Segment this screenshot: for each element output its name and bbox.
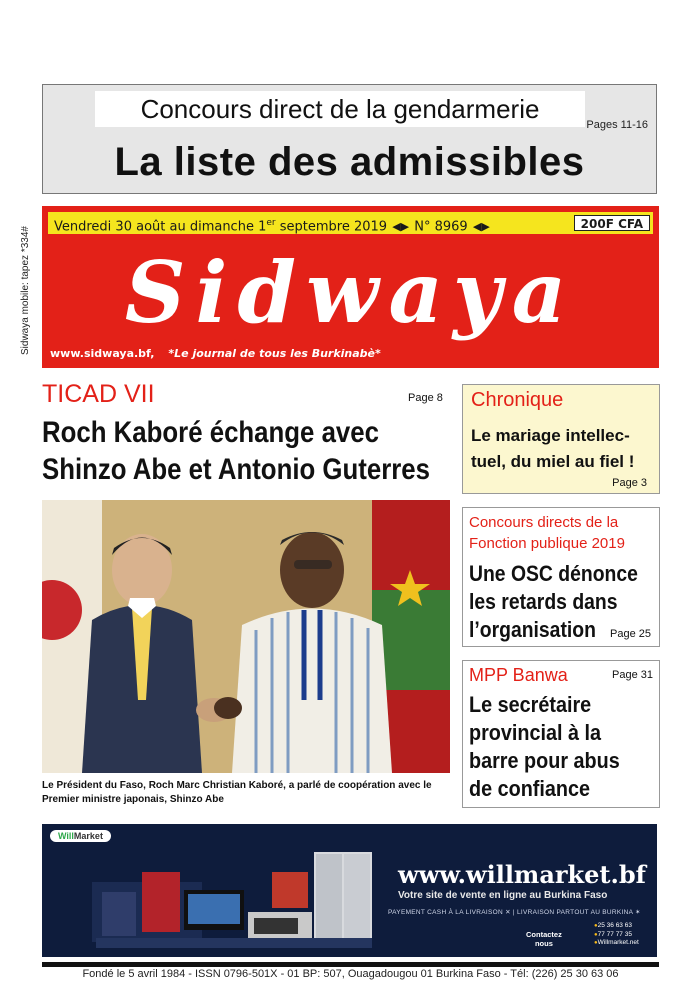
ad-payment-line: PAYEMENT CASH À LA LIVRAISON ✕ | LIVRAISON PARTOUT AU BURKINA ✶ — [388, 909, 641, 916]
side-mobile-text: Sidwaya mobile: tapez *334# — [20, 226, 31, 355]
website-link[interactable]: www.sidwaya.bf, — [50, 347, 155, 360]
concours-headline-line: l’organisation — [469, 617, 596, 642]
main-kicker: TICAD VII — [42, 380, 155, 408]
main-photo[interactable] — [42, 500, 450, 773]
mpp-headline-line: provincial à la — [469, 720, 602, 745]
sidwaya-logo[interactable]: Sidwaya — [124, 243, 577, 342]
ad-phone: ● 25 36 63 63 — [594, 922, 632, 929]
slogan: *Le journal de tous les Burkinabè* — [168, 347, 381, 360]
mpp-headline-line: de confiance — [469, 776, 591, 801]
willmarket-ad[interactable] — [42, 824, 657, 957]
ad-products-illustration — [92, 842, 382, 954]
concours-kicker — [469, 512, 625, 554]
chronique-box[interactable] — [462, 384, 660, 494]
concours-page: Page 25 — [610, 628, 651, 640]
mpp-headline-line: barre pour abus — [469, 748, 620, 773]
top-banner[interactable] — [42, 84, 657, 194]
double-arrow-icon: ◀▶ — [392, 220, 410, 234]
footer-rule — [42, 962, 659, 967]
date-text-2: septembre 2019 — [275, 219, 388, 235]
top-pages: Pages 11-16 — [586, 119, 648, 131]
masthead — [42, 206, 659, 368]
date-bar — [48, 212, 653, 234]
main-headline[interactable] — [42, 414, 430, 488]
ad-phones — [594, 922, 639, 948]
photo-caption: Le Président du Faso, Roch Marc Christian Kaboré, a parlé de coopération avec le Premier ministre japonais, Shinzo Abe — [42, 780, 432, 805]
ad-brand-prefix: Will — [58, 831, 74, 841]
chronique-headline — [471, 423, 657, 475]
date-sup: er — [266, 218, 276, 228]
chronique-headline-line: Le mariage intellec- — [471, 426, 630, 445]
main-headline-line: Shinzo Abe et Antonio Guterres — [42, 453, 430, 486]
price-tag: 200F CFA — [574, 215, 650, 231]
double-arrow-icon: ◀▶ — [472, 220, 490, 234]
main-page-ref: Page 8 — [408, 392, 443, 404]
chronique-page: Page 3 — [612, 477, 647, 489]
main-headline-line: Roch Kaboré échange avec — [42, 416, 379, 449]
mpp-headline-line: Le secrétaire — [469, 692, 592, 717]
top-kicker: Concours direct de la gendarmerie — [140, 94, 540, 124]
concours-headline-line: Une OSC dénonce — [469, 561, 638, 586]
concours-kicker-line: Concours directs de la — [469, 514, 619, 531]
mpp-kicker: MPP Banwa — [469, 665, 568, 685]
ad-brand-suffix: Market — [73, 831, 103, 841]
concours-headline-line: les retards dans — [469, 589, 618, 614]
ad-contact-line: Contactez — [526, 930, 562, 939]
mpp-page: Page 31 — [612, 669, 653, 681]
chronique-kicker: Chronique — [471, 389, 564, 411]
ad-contact — [526, 930, 562, 948]
mpp-headline — [469, 691, 640, 803]
top-kicker-strip — [95, 91, 585, 127]
mpp-box[interactable] — [462, 660, 660, 808]
chronique-headline-line: tuel, du miel au fiel ! — [471, 452, 635, 471]
ad-website: ● Willmarket.net — [594, 939, 639, 946]
ad-phone: ● 77 77 77 35 — [594, 931, 632, 938]
website-line — [50, 347, 381, 360]
issue-number: N° 8969 — [414, 219, 468, 235]
top-headline[interactable]: La liste des admissibles — [114, 140, 585, 184]
ad-tagline: Votre site de vente en ligne au Burkina Faso — [398, 890, 608, 901]
ad-contact-line: nous — [534, 939, 553, 948]
ad-url[interactable]: www.willmarket.bf — [398, 860, 646, 889]
footer-text: Fondé le 5 avril 1984 - ISSN 0796-501X - 01 BP: 507, Ouagadougou 01 Burkina Faso - Tél: (226) 25 30 63 06 — [82, 968, 619, 980]
concours-kicker-line: Fonction publique 2019 — [469, 535, 625, 552]
concours-box[interactable] — [462, 507, 660, 647]
ad-brand-logo — [50, 830, 111, 842]
date-text-1: Vendredi 30 août au dimanche 1 — [54, 219, 267, 235]
